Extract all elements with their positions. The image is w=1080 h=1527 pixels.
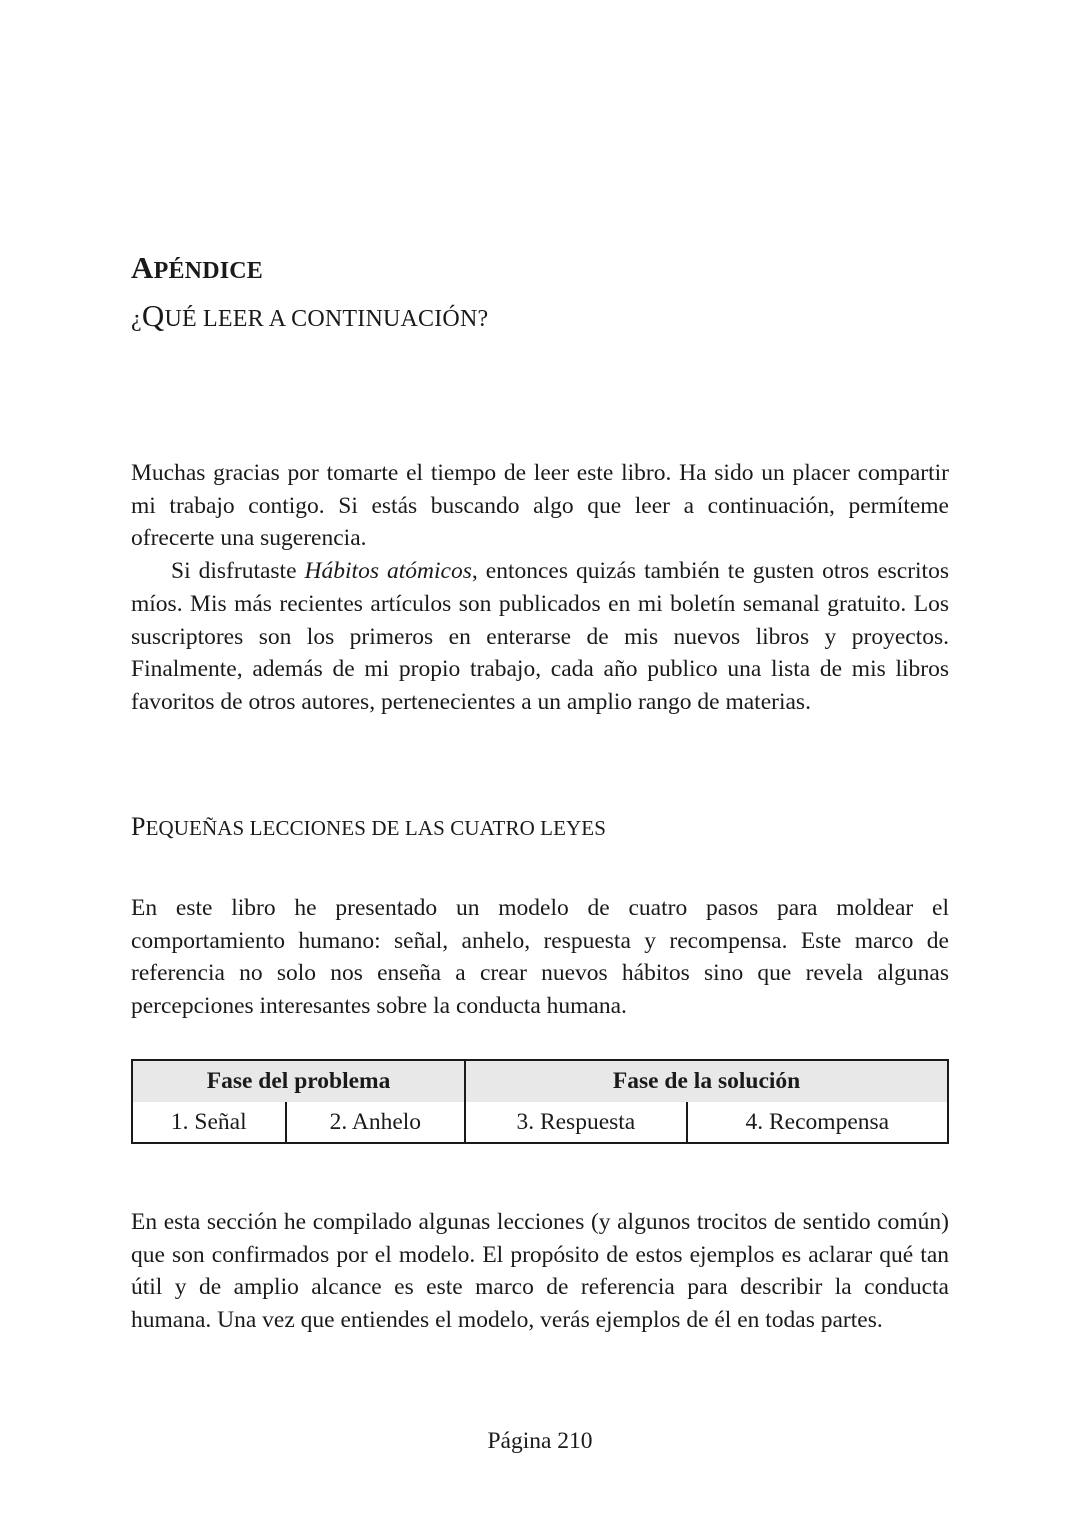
cell-cue: 1. Señal [170,1108,247,1135]
page-number: Página 210 [487,1428,593,1454]
intro-paragraph-1: Muchas gracias por tomarte el tiempo de leer este libro. Ha sido un placer compartir mi trabajo contigo. Si estás buscando algo que leer a continuación, permíteme ofrecerte una sugerencia. [131,460,949,552]
section-paragraph-2: En esta sección he compilado algunas lecciones (y algunos trocitos de sentido común) que son confirmados por el modelo. El propósito de estos ejemplos es aclarar qué tan útil y de amplio alcance es este marco de referencia para describir la conducta humana. Una vez que entiendes el modelo, verás ejemplos de él en todas partes. [131,1209,949,1334]
cell-craving: 2. Anhelo [286,1102,466,1143]
section-paragraph-1: En este libro he presentado un modelo de cuatro pasos para moldear el comportamiento humano: señal, anhelo, respuesta y recompensa. Este marco de referencia no solo nos enseña a crear nuevos hábitos sino que revela algunas percepciones interesantes sobre la conducta humana. [131,895,949,1020]
table-header-row [132,1060,948,1102]
chapter-title-initial: Q [141,298,165,333]
section-heading-rest: EQUEÑAS LECCIONES DE LAS CUATRO LEYES [145,816,607,840]
table-row [132,1102,948,1143]
chapter-title [131,298,488,334]
habit-model-table [131,1059,949,1144]
section-heading [131,812,606,842]
section-text-2 [131,1206,949,1337]
intro-text [131,457,949,719]
intro-p2-before: Si disfrutaste [171,558,305,585]
section-heading-initial: P [131,812,146,841]
chapter-title-prefix: ¿ [131,306,142,332]
cell-response: 3. Respuesta [465,1102,686,1143]
chapter-label [131,250,263,286]
chapter-label-initial: A [131,250,154,285]
header-problem-phase: Fase del problema [132,1060,465,1102]
section-text-1 [131,892,949,1023]
chapter-title-rest: UÉ LEER A CONTINUACIÓN? [164,306,489,332]
chapter-label-rest: PÉNDICE [153,258,264,284]
header-solution-phase: Fase de la solución [465,1060,948,1102]
cell-reward: 4. Recompensa [687,1102,948,1143]
book-title-italic: Hábitos atómicos [304,558,472,585]
intro-paragraph-2 [131,555,949,719]
document-page [131,0,949,1527]
intro-p2-after: , entonces quizás también te gusten otros escritos míos. Mis más recientes artículos son publicados en mi boletín semanal gratuito. Los suscriptores son los primeros en enterarse de mis nuevos libros y proyectos. Finalmente, además de mi propio trabajo, cada año publico una lista de mis libros favoritos de otros autores, pertenecientes a un amplio rango de materias. [131,558,949,715]
